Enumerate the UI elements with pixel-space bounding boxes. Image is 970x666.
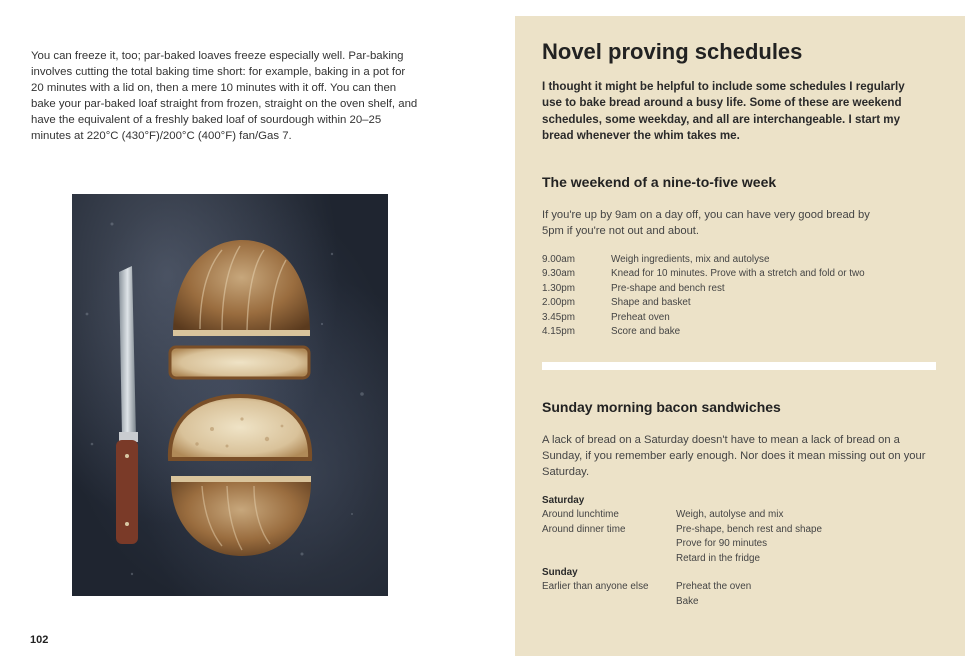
page-number: 102 [30,634,49,646]
schedule-task: Weigh ingredients, mix and autolyse [611,254,770,265]
proving-schedules-panel [515,16,965,656]
bread-illustration [72,194,388,596]
schedule-time: 3.45pm [542,311,575,323]
schedule-row [542,325,865,339]
saturday-label: Saturday [542,495,585,506]
schedule-row [542,580,822,594]
schedule-task: Retard in the fridge [676,552,760,564]
schedule-time: 1.30pm [542,282,575,294]
weekend-schedule [542,253,865,339]
schedule-row [542,282,865,296]
schedule-when: Earlier than anyone else [542,581,649,593]
sunday-schedule [542,494,822,609]
schedule-task: Knead for 10 minutes. Prove with a stretch and fold or two [611,268,865,280]
schedule-when [542,552,676,566]
section-divider [542,362,936,370]
schedule-row [542,552,822,566]
schedule-row [542,311,865,325]
schedule-task: Prove for 90 minutes [676,538,768,550]
schedule-row [542,508,822,522]
schedule-task: Pre-shape and bench rest [611,282,725,294]
schedule-task: Preheat oven [611,311,670,323]
section-intro-sunday: A lack of bread on a Saturday doesn't have to mean a lack of bread on a Sunday, if you remember early enough. Nor does it mean missing out on your Saturday. [542,434,926,479]
sunday-label: Sunday [542,567,578,579]
schedule-when [542,537,676,551]
intro-paragraph: You can freeze it, too; par-baked loaves freeze especially well. Par-baking involves cutting the total baking time short: for example, baking in a pot for 20 minutes with a lid on, then a mere 10 minutes with it off. You can then bake your par-baked loaf straight from frozen, straight on the oven shelf, and have the equivalent of a freshly baked loaf of sourdough within 20–25 minutes at 220°C (430°F)/200°C (400°F) fan/Gas 7. [31,50,418,142]
schedule-time: 9.30am [542,268,575,280]
section-heading-weekend: The weekend of a nine-to-five week [542,174,777,190]
schedule-row [542,253,865,267]
schedule-task: Shape and basket [611,297,691,309]
schedule-row [542,595,822,609]
bread-photo [72,194,388,596]
section-intro-weekend: If you're up by 9am on a day off, you can have very good bread by 5pm if you're not out and about. [542,209,870,238]
schedule-time: 9.00am [542,254,575,265]
schedule-row [542,537,822,551]
schedule-row [542,523,822,537]
schedule-task: Weigh, autolyse and mix [676,509,784,521]
schedule-task: Bake [676,595,699,607]
schedule-when: Around dinner time [542,523,626,535]
schedule-task: Preheat the oven [676,581,752,593]
saturday-label-row [542,494,822,508]
section-heading-sunday: Sunday morning bacon sandwiches [542,399,781,415]
schedule-time: 4.15pm [542,326,575,338]
bread-knife [116,266,138,544]
schedule-when: Around lunchtime [542,509,619,521]
panel-lead: I thought it might be helpful to include some schedules I regularly use to bake bread around a busy life. Some of these are weekend schedules, some weekday, and all are interchangeable. I start my bread whenever the whim takes me. [542,80,905,143]
schedule-row [542,296,865,310]
schedule-task: Pre-shape, bench rest and shape [676,523,823,535]
schedule-when [542,595,676,609]
schedule-row [542,267,865,281]
schedule-task: Score and bake [611,326,681,338]
sunday-label-row [542,566,822,580]
schedule-time: 2.00pm [542,297,575,309]
panel-title: Novel proving schedules [542,39,803,64]
